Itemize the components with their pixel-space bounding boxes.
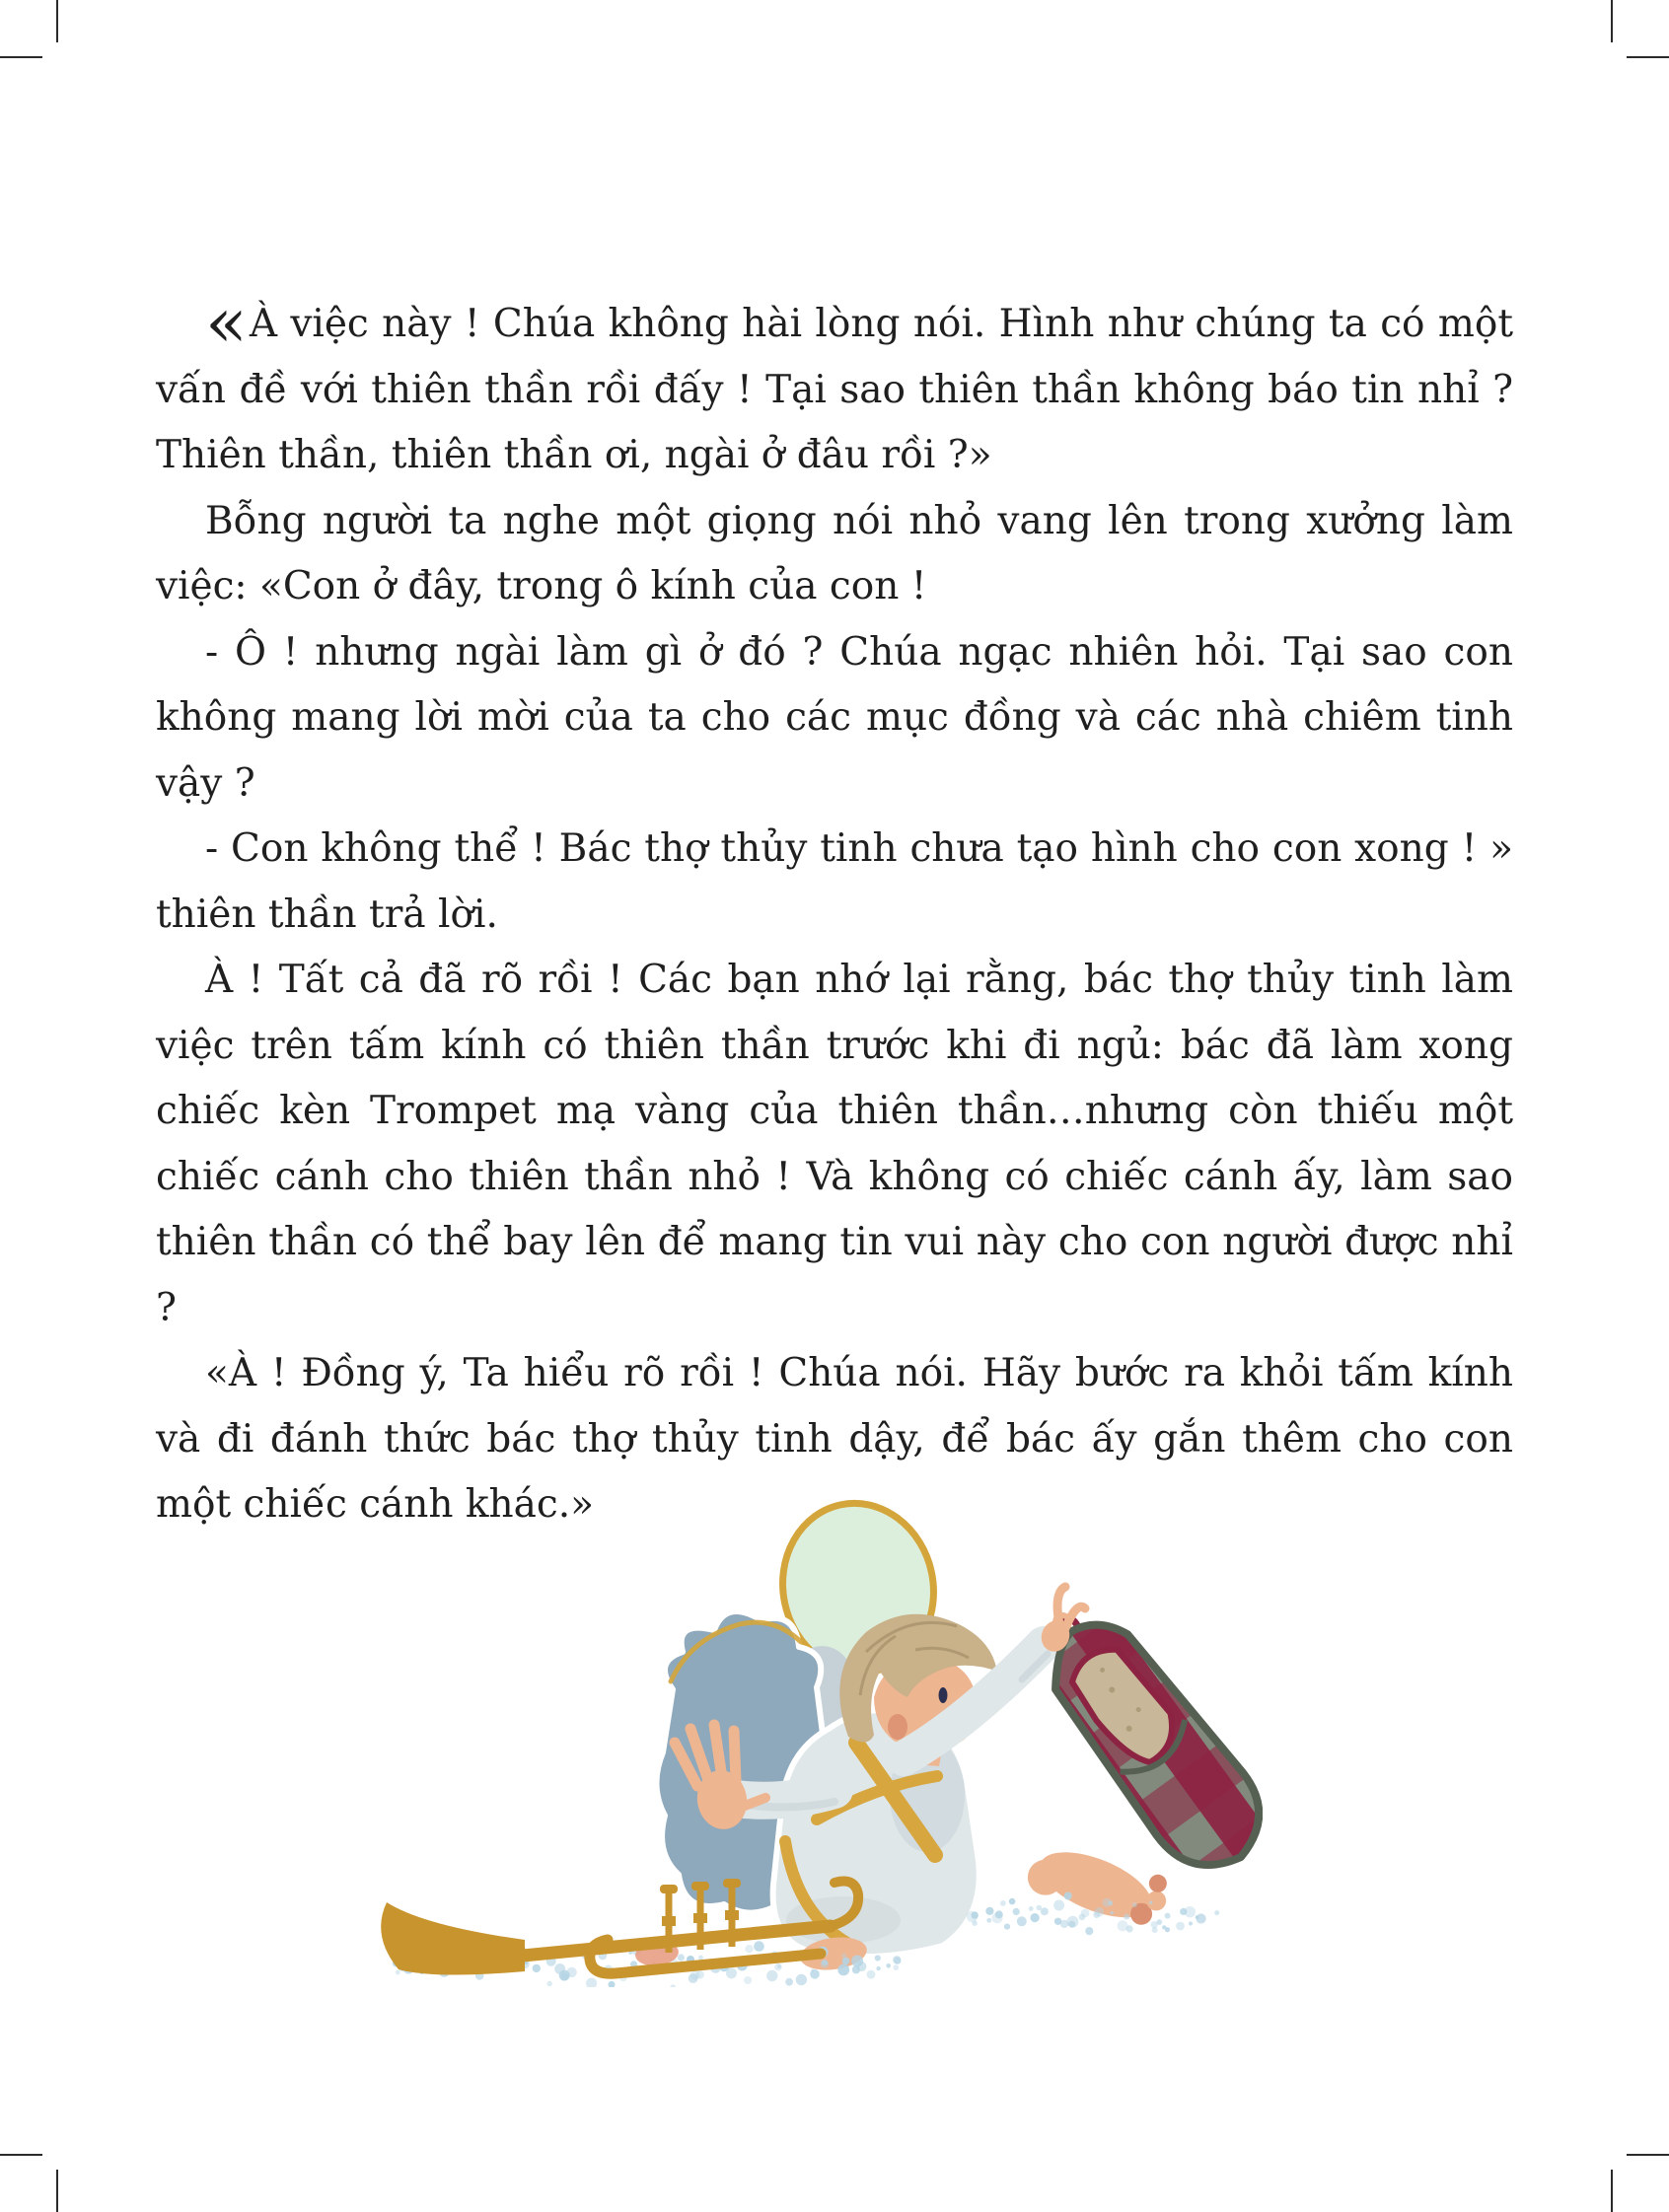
story-paragraph: «À ! Đồng ý, Ta hiểu rõ rồi ! Chúa nói. Hãy bước ra khỏi tấm kính và đi đánh thức bác thợ thủy tinh dậy, để bác ấy gắn thêm cho con một chiếc cánh khác.»	[156, 1351, 1513, 1527]
illustration-angel-slipper	[276, 1494, 1263, 1987]
crop-mark-bottom-left-v	[56, 2170, 58, 2212]
story-text-block	[156, 282, 1513, 1538]
crop-mark-bottom-left-h	[0, 2154, 42, 2156]
crop-mark-bottom-right-v	[1611, 2170, 1613, 2212]
story-paragraph	[156, 282, 1513, 489]
angel-eye	[939, 1687, 948, 1703]
story-paragraph: À ! Tất cả đã rõ rồi ! Các bạn nhớ lại rằng, bác thợ thủy tinh làm việc trên tấm kính có thiên thần trước khi đi ngủ: bác đã làm xong chiếc kèn Trompet mạ vàng của thiên thần…nhưng còn thiếu một chiếc cánh cho thiên thần nhỏ ! Và không có chiếc cánh ấy, làm sao thiên thần có thể bay lên để mang tin vui này cho con người được nhỉ ?	[156, 958, 1513, 1330]
story-paragraph-text: À việc này ! Chúa không hài lòng nói. Hình như chúng ta có một vấn đề với thiên thần rồi đấy ! Tại sao thiên thần không báo tin nhỉ ? Thiên thần, thiên thần ơi, ngài ở đâu rồi ?»	[156, 302, 1513, 477]
crop-mark-top-right-v	[1611, 0, 1613, 42]
crop-mark-top-right-h	[1627, 56, 1669, 58]
opening-guillemet: «	[205, 282, 250, 363]
story-paragraph: Bỗng người ta nghe một giọng nói nhỏ vang lên trong xưởng làm việc: «Con ở đây, trong ô kính của con !	[156, 498, 1513, 608]
crop-mark-bottom-right-h	[1627, 2154, 1669, 2156]
angel-ear	[888, 1714, 907, 1740]
story-paragraph: - Ô ! nhưng ngài làm gì ở đó ? Chúa ngạc nhiên hỏi. Tại sao con không mang lời mời của ta cho các mục đồng và các nhà chiêm tinh vậy ?	[156, 629, 1513, 806]
crop-mark-top-left-v	[56, 0, 58, 42]
crop-mark-top-left-h	[0, 56, 42, 58]
story-paragraph: - Con không thể ! Bác thợ thủy tinh chưa tạo hình cho con xong ! » thiên thần trả lời.	[156, 826, 1513, 937]
